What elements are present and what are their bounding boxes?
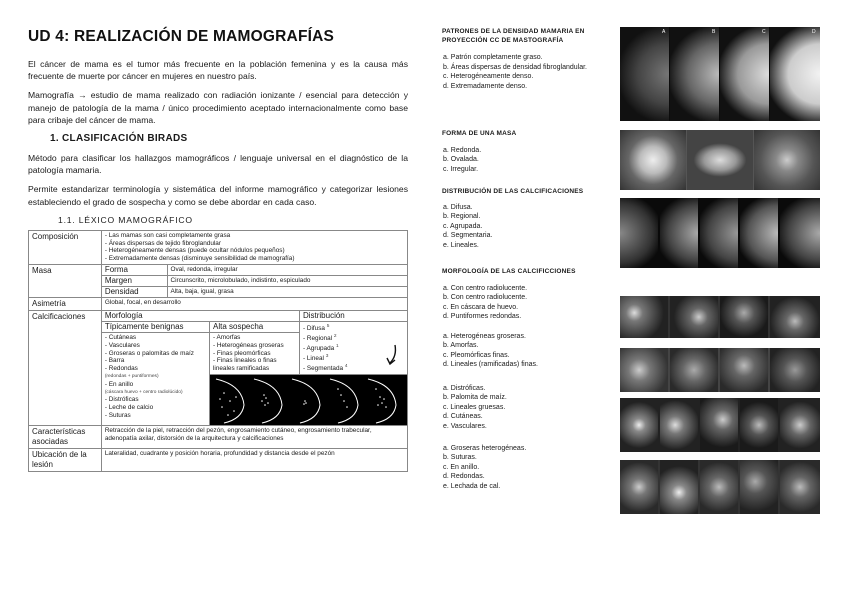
list-item: - Barra xyxy=(104,357,125,365)
list-item: - Extremadamente densas (disminuye sensibilidad de mamografía) xyxy=(104,255,295,263)
list-item: - Leche de calcio xyxy=(104,404,154,412)
right-column xyxy=(442,28,620,491)
left-column xyxy=(28,28,408,472)
morfologia-title: MORFOLOGÍA DE LAS CALCIFICCIONES xyxy=(442,268,576,275)
sospecha-list xyxy=(209,333,299,375)
morfologia-section xyxy=(442,268,620,491)
list-item: - Cutáneas xyxy=(104,334,137,342)
list-item: d. Lineales (ramificadas) finas. xyxy=(443,361,538,369)
definition-paragraph: Mamografía → estudio de mama realizado con radiación ionizante / esencial para detección y manejo de patología de la mama / único procedimiento aceptado internacionalmente como base para cribaje del cáncer de mama. xyxy=(28,90,408,125)
list-item: e. Lineales. xyxy=(443,241,479,249)
list-item: - En anillo xyxy=(104,380,134,388)
density-patterns-image xyxy=(620,27,820,121)
birads-paragraph-2: Permite estandarizar terminología y sistemática del informe mamográfico y categorizar lesiones estableciendo el grado de sospecha y como se debe abordar en cada caso. xyxy=(28,184,408,207)
lexico-table xyxy=(28,230,408,472)
note-redondas: (redondas + puntiformes) xyxy=(104,374,159,379)
list-item: b. Palomita de maíz. xyxy=(443,394,507,402)
densidad-title: PATRONES DE LA DENSIDAD MAMARIA EN PROYECCIÓN CC DE MASTOGRAFÍA xyxy=(442,28,585,44)
arrow-down-icon xyxy=(385,344,399,366)
row-calc-header xyxy=(29,311,408,322)
ubicacion-value: Lateralidad, cuadrante y posición horaria, profundidad y distancia desde el pezón xyxy=(101,449,407,472)
list-item: - Segmentada $^4$ xyxy=(302,363,348,372)
list-item: b. Con centro radiolucente. xyxy=(443,294,528,302)
list-item: a. Redonda. xyxy=(443,146,482,154)
list-item: - Agrupada $^1$ xyxy=(302,343,339,352)
list-item: d. Redondas. xyxy=(443,473,485,481)
list-item: c. En cáscara de huevo. xyxy=(443,303,519,311)
list-item: c. Heterogéneamente denso. xyxy=(443,73,534,81)
margen-value: Circunscrito, microlobulado, indistinto, espiculado xyxy=(167,276,408,287)
densidad-section xyxy=(442,28,620,116)
list-item: c. En anillo. xyxy=(443,463,480,471)
list-item: c. Irregular. xyxy=(443,165,479,173)
list-item: - Áreas dispersas de tejido fibroglandular xyxy=(104,239,221,247)
caracteristicas-value: Retracción de la piel, retracción del pezón, engrosamiento cutáneo, engrosamiento trabecular, adenopatía axilar, distorsión de la arquitectura y calcificaciones xyxy=(101,426,407,449)
panel-letter-a: A xyxy=(662,29,666,35)
section-birads-heading: 1. CLASIFICACIÓN BIRADS xyxy=(50,133,188,145)
morfologia-label: Morfología xyxy=(101,311,299,322)
sospecha-label: Alta sospecha xyxy=(209,322,299,333)
list-item: a. Patrón completamente graso. xyxy=(443,54,543,61)
caracteristicas-label: Características asociadas xyxy=(29,426,102,449)
margen-label: Margen xyxy=(101,276,167,287)
calc-distribution-image xyxy=(620,198,820,268)
list-item: - Finas lineales o finas lineales ramificadas xyxy=(212,357,277,373)
page-title: UD 4: REALIZACIÓN DE MAMOGRAFÍAS xyxy=(28,28,335,45)
list-item: - Regional $^2$ xyxy=(302,333,337,343)
list-item: d. Segmentaria. xyxy=(443,232,493,240)
birads-paragraph-1: Método para clasificar los hallazgos mamográficos / lenguaje universal en el diagnóstico de la patología mamaria. xyxy=(28,153,408,176)
list-item: c. Agrupada. xyxy=(443,222,483,230)
morph-group-4-image xyxy=(620,460,820,514)
list-item: - Finas pleomórficas xyxy=(212,349,271,357)
list-item: c. Lineales gruesas. xyxy=(443,403,506,411)
list-item: d. Cutáneas. xyxy=(443,413,483,421)
list-item: - Difusa $^5$ xyxy=(302,324,330,333)
distribucion-list xyxy=(299,322,407,375)
list-item: a. Distróficas. xyxy=(443,384,486,392)
calcificaciones-label: Calcificaciones xyxy=(29,311,102,426)
list-item: - Vasculares xyxy=(104,341,140,349)
list-item: b. Suturas. xyxy=(443,454,477,462)
list-item: - Amorfas xyxy=(212,334,241,342)
list-item: e. Lechada de cal. xyxy=(443,482,501,490)
list-item: - Distróficas xyxy=(104,396,139,404)
row-caracteristicas xyxy=(29,426,408,449)
composicion-label: Composición xyxy=(29,230,102,264)
list-item: e. Vasculares. xyxy=(443,422,487,430)
note-anillo: (cáscara huevo + centro radiolúcido) xyxy=(104,389,183,395)
benignas-label: Típicamente benignas xyxy=(101,322,209,333)
list-item: b. Ovalada. xyxy=(443,156,479,164)
list-item: - Groseras o palomitas de maíz xyxy=(104,349,194,357)
distribucion-title: DISTRIBUCIÓN DE LAS CALCIFICACIONES xyxy=(442,188,584,195)
list-item: a. Groseras heterogéneas. xyxy=(443,444,527,452)
panel-letter-b: B xyxy=(712,29,716,35)
morph-group-3-image xyxy=(620,398,820,452)
section-lexico-heading: 1.1. LÉXICO MAMOGRÁFICO xyxy=(58,214,193,225)
breast-schematic-image xyxy=(210,375,406,425)
list-item: a. Con centro radiolucente. xyxy=(443,284,528,292)
list-item: b. Amorfas. xyxy=(443,342,479,350)
masa-section xyxy=(442,116,620,188)
masa-label: Masa xyxy=(29,265,102,298)
asimetria-label: Asimetría xyxy=(29,298,102,311)
distribucion-label: Distribución xyxy=(299,311,407,322)
list-item: d. Puntiformes redondas. xyxy=(443,313,522,321)
list-item: - Lineal $^3$ xyxy=(302,353,329,362)
list-item: - Redondas xyxy=(104,365,138,373)
list-item: a. Heterogéneas groseras. xyxy=(443,332,526,340)
mass-shape-image xyxy=(620,130,820,190)
panel-letter-d: D xyxy=(812,29,816,35)
densidad-value: Alta, baja, igual, grasa xyxy=(167,287,408,298)
list-item: a. Difusa. xyxy=(443,203,473,211)
list-item: b. Áreas dispersas de densidad fibroglandular. xyxy=(443,63,587,71)
row-masa-forma xyxy=(29,265,408,276)
morf-group-2 xyxy=(442,332,620,384)
list-item: c. Pleomórficas finas. xyxy=(443,351,510,359)
benignas-list xyxy=(101,333,209,426)
morph-group-2-image xyxy=(620,348,820,392)
distribucion-section xyxy=(442,188,620,268)
composicion-list xyxy=(101,230,407,264)
densidad-label: Densidad xyxy=(101,287,167,298)
list-item: - Suturas xyxy=(104,411,131,419)
intro-paragraph: El cáncer de mama es el tumor más frecuente en la población femenina y es la causa más frecuente de muerte por cáncer en mujeres en nuestro país. xyxy=(28,59,408,82)
morf-group-4 xyxy=(442,444,620,492)
row-composicion xyxy=(29,230,408,264)
morf-group-1 xyxy=(442,284,620,332)
list-item: - Heterogéneas groseras xyxy=(212,341,284,349)
row-asimetria xyxy=(29,298,408,311)
panel-letter-c: C xyxy=(762,29,766,35)
masa-title: FORMA DE UNA MASA xyxy=(442,130,517,137)
list-item: b. Regional. xyxy=(443,213,481,221)
morf-group-3 xyxy=(442,384,620,444)
list-item: d. Extremadamente denso. xyxy=(443,82,528,90)
forma-label: Forma xyxy=(101,265,167,276)
ubicacion-label: Ubicación de la lesión xyxy=(29,449,102,472)
list-item: - Las mamas son casi completamente grasa xyxy=(104,231,231,239)
row-ubicacion xyxy=(29,449,408,472)
list-item: - Heterogéneamente densas (puede ocultar nódulos pequeños) xyxy=(104,247,285,255)
forma-value: Oval, redonda, irregular xyxy=(167,265,408,276)
morph-group-1-image xyxy=(620,296,820,338)
distribution-schematics xyxy=(209,375,407,426)
asimetria-value: Global, focal, en desarrollo xyxy=(101,298,407,311)
